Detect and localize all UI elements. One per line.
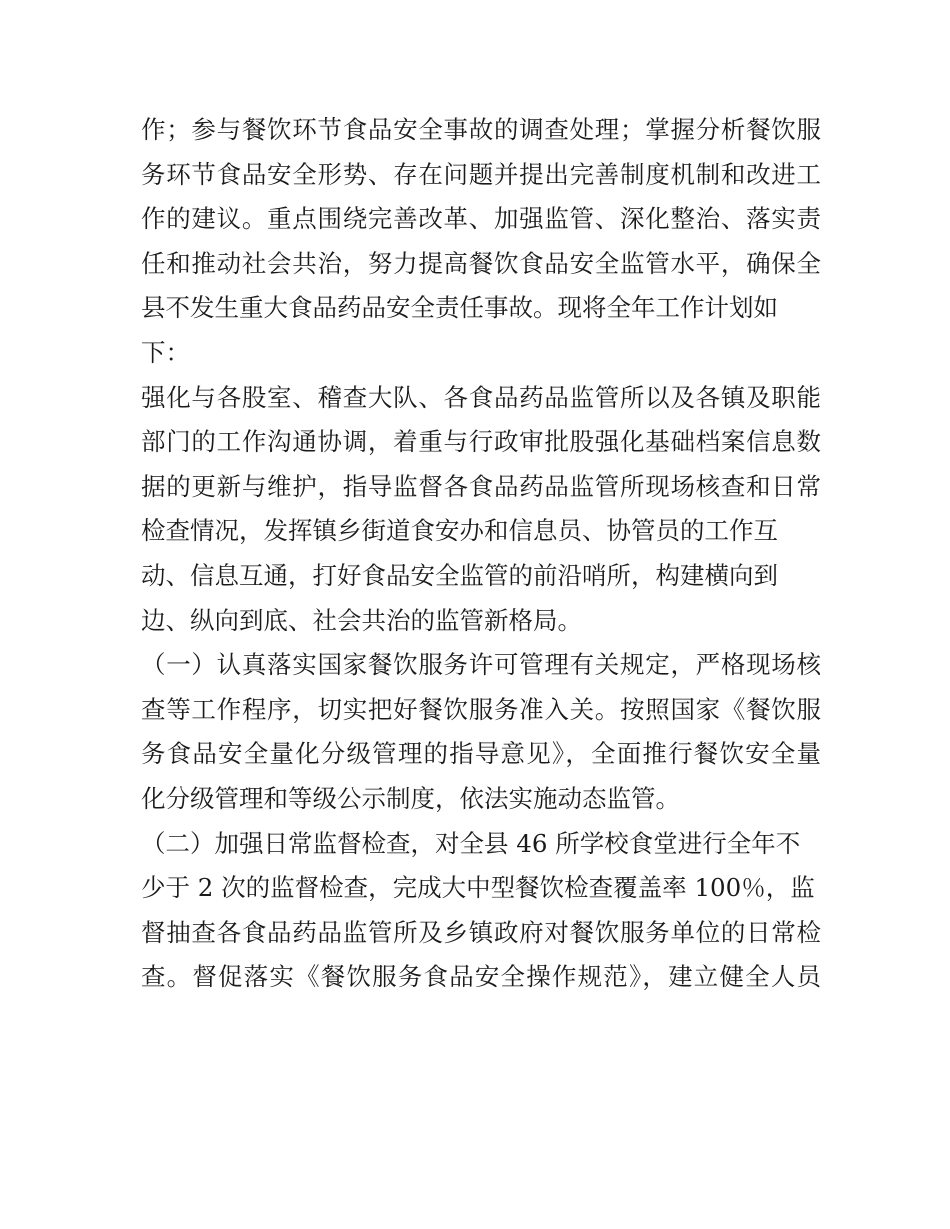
text-line: 检查情况，发挥镇乡街道食安办和信息员、协管员的工作互 [141,516,778,546]
text-line: 化分级管理和等级公示制度，依法实施动态监管。 [141,783,680,813]
text-line: （一）认真落实国家餐饮服务许可管理有关规定，严格现场核 [141,650,821,680]
text-line: 边、纵向到底、社会共治的监管新格局。 [141,605,582,635]
text-line: 县不发生重大食品药品安全责任事故。现将全年工作计划如 [141,293,778,323]
text-line: 务食品安全量化分级管理的指导意见》，全面推行餐饮安全量 [141,739,821,769]
text-line: 务环节食品安全形势、存在问题并提出完善制度机制和改进工 [141,159,821,189]
text-line: 查等工作程序，切实把好餐饮服务准入关。按照国家《餐饮服 [141,694,821,724]
text-line: 作；参与餐饮环节食品安全事故的调查处理；掌握分析餐饮服 [141,115,821,144]
text-line: 任和推动社会共治，努力提高餐饮食品安全监管水平，确保全 [141,248,821,278]
text-line: 部门的工作沟通协调，着重与行政审批股强化基础档案信息数 [141,427,821,457]
text-line: 少于 2 次的监督检查，完成大中型餐饮检查覆盖率 100％，监 [141,873,815,903]
text-line: 据的更新与维护，指导监督各食品药品监管所现场核查和日常 [141,471,821,501]
text-line: 强化与各股室、稽查大队、各食品药品监管所以及各镇及职能 [141,382,821,412]
text-line: 动、信息互通，打好食品安全监管的前沿哨所，构建横向到 [141,560,778,590]
text-line: 下： [141,337,190,367]
text-line: （二）加强日常监督检查，对全县 46 所学校食堂进行全年不 [141,828,801,858]
text-line: 作的建议。重点围绕完善改革、加强监管、深化整治、落实责 [141,204,821,234]
body-text [141,108,821,1000]
text-line: 督抽查各食品药品监管所及乡镇政府对餐饮服务单位的日常检 [141,917,821,947]
text-line: 查。督促落实《餐饮服务食品安全操作规范》，建立健全人员 [141,962,821,992]
